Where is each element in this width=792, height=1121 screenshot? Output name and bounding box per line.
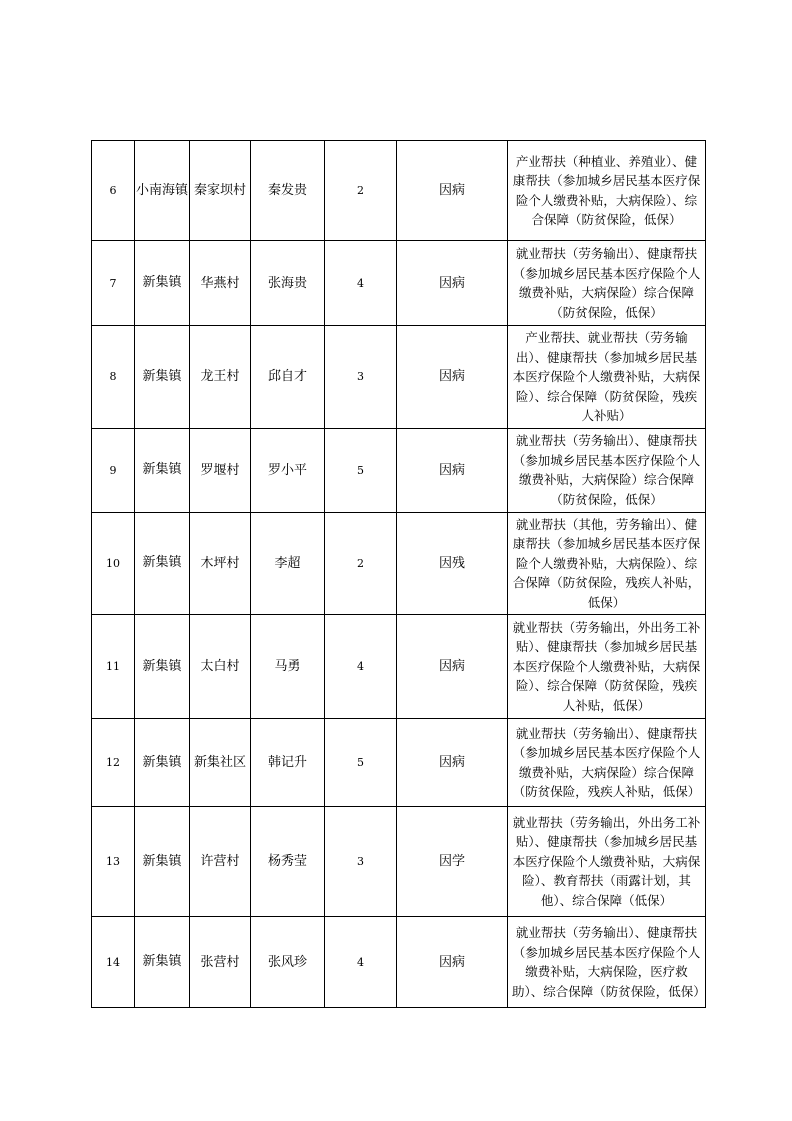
cell-village: 张营村: [190, 917, 251, 1008]
cell-household-size: 4: [325, 241, 397, 326]
cell-no: 8: [92, 326, 135, 429]
cell-name: 马勇: [251, 615, 325, 719]
cell-poverty-reason: 因病: [397, 719, 508, 807]
cell-village: 华燕村: [190, 241, 251, 326]
cell-name: 罗小平: [251, 428, 325, 512]
cell-household-size: 4: [325, 917, 397, 1008]
cell-household-size: 5: [325, 719, 397, 807]
cell-assistance-measures: 就业帮扶（劳务输出）、健康帮扶（参加城乡居民基本医疗保险个人缴费补贴，大病保险，医疗救助）、综合保障（防贫保险，低保）: [508, 917, 706, 1008]
cell-name: 张风珍: [251, 917, 325, 1008]
cell-town: 新集镇: [135, 326, 190, 429]
cell-town: 新集镇: [135, 719, 190, 807]
cell-household-size: 3: [325, 326, 397, 429]
table-row: [92, 719, 706, 807]
cell-town: 新集镇: [135, 615, 190, 719]
cell-name: 秦发贵: [251, 141, 325, 241]
cell-town: 新集镇: [135, 512, 190, 615]
cell-assistance-measures: 就业帮扶（劳务输出，外出务工补贴）、健康帮扶（参加城乡居民基本医疗保险个人缴费补贴，大病保险）、教育帮扶（雨露计划，其他）、综合保障（低保）: [508, 807, 706, 917]
cell-village: 秦家坝村: [190, 141, 251, 241]
cell-name: 李超: [251, 512, 325, 615]
cell-no: 11: [92, 615, 135, 719]
table-row: [92, 241, 706, 326]
poverty-household-table: [91, 140, 706, 1008]
cell-no: 6: [92, 141, 135, 241]
cell-household-size: 3: [325, 807, 397, 917]
cell-assistance-measures: 就业帮扶（其他，劳务输出）、健康帮扶（参加城乡居民基本医疗保险个人缴费补贴，大病保险）、综合保障（防贫保险，残疾人补贴，低保）: [508, 512, 706, 615]
cell-poverty-reason: 因病: [397, 428, 508, 512]
cell-poverty-reason: 因学: [397, 807, 508, 917]
cell-poverty-reason: 因病: [397, 615, 508, 719]
cell-name: 邱自才: [251, 326, 325, 429]
cell-assistance-measures: 就业帮扶（劳务输出）、健康帮扶（参加城乡居民基本医疗保险个人缴费补贴，大病保险）综合保障（防贫保险，残疾人补贴，低保）: [508, 719, 706, 807]
cell-assistance-measures: 就业帮扶（劳务输出）、健康帮扶（参加城乡居民基本医疗保险个人缴费补贴，大病保险）综合保障（防贫保险，低保）: [508, 241, 706, 326]
cell-village: 木坪村: [190, 512, 251, 615]
cell-household-size: 2: [325, 141, 397, 241]
cell-no: 14: [92, 917, 135, 1008]
cell-town: 小南海镇: [135, 141, 190, 241]
table-row: [92, 615, 706, 719]
table-row: [92, 428, 706, 512]
cell-village: 太白村: [190, 615, 251, 719]
cell-assistance-measures: 产业帮扶、就业帮扶（劳务输出）、健康帮扶（参加城乡居民基本医疗保险个人缴费补贴，大病保险）、综合保障（防贫保险，残疾人补贴）: [508, 326, 706, 429]
cell-name: 韩记升: [251, 719, 325, 807]
cell-poverty-reason: 因病: [397, 141, 508, 241]
cell-poverty-reason: 因病: [397, 241, 508, 326]
cell-village: 龙王村: [190, 326, 251, 429]
cell-poverty-reason: 因残: [397, 512, 508, 615]
cell-town: 新集镇: [135, 807, 190, 917]
table-row: [92, 326, 706, 429]
cell-no: 12: [92, 719, 135, 807]
cell-household-size: 4: [325, 615, 397, 719]
cell-poverty-reason: 因病: [397, 326, 508, 429]
table-row: [92, 807, 706, 917]
table-row: [92, 141, 706, 241]
table-row: [92, 917, 706, 1008]
cell-village: 新集社区: [190, 719, 251, 807]
cell-village: 许营村: [190, 807, 251, 917]
cell-household-size: 5: [325, 428, 397, 512]
cell-town: 新集镇: [135, 241, 190, 326]
cell-assistance-measures: 就业帮扶（劳务输出，外出务工补贴）、健康帮扶（参加城乡居民基本医疗保险个人缴费补贴，大病保险）、综合保障（防贫保险，残疾人补贴，低保）: [508, 615, 706, 719]
cell-name: 张海贵: [251, 241, 325, 326]
cell-name: 杨秀莹: [251, 807, 325, 917]
cell-no: 13: [92, 807, 135, 917]
cell-town: 新集镇: [135, 917, 190, 1008]
cell-town: 新集镇: [135, 428, 190, 512]
cell-no: 7: [92, 241, 135, 326]
cell-assistance-measures: 产业帮扶（种植业、养殖业）、健康帮扶（参加城乡居民基本医疗保险个人缴费补贴，大病保险）、综合保障（防贫保险，低保）: [508, 141, 706, 241]
cell-household-size: 2: [325, 512, 397, 615]
cell-no: 10: [92, 512, 135, 615]
cell-poverty-reason: 因病: [397, 917, 508, 1008]
table-body: [92, 141, 706, 1008]
table-row: [92, 512, 706, 615]
cell-no: 9: [92, 428, 135, 512]
cell-assistance-measures: 就业帮扶（劳务输出）、健康帮扶（参加城乡居民基本医疗保险个人缴费补贴，大病保险）综合保障（防贫保险，低保）: [508, 428, 706, 512]
cell-village: 罗堰村: [190, 428, 251, 512]
